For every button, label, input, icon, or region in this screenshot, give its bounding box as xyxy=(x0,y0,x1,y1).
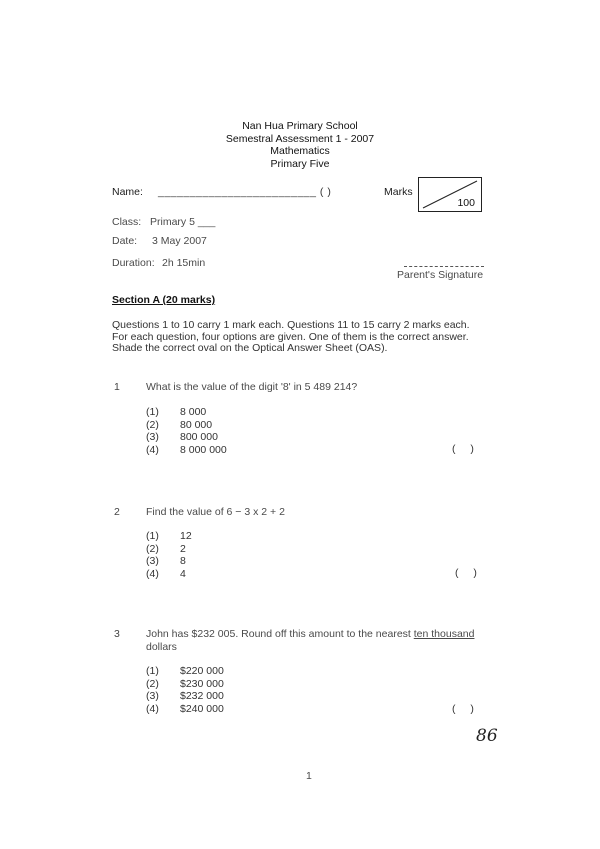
class-value: Primary 5 ___ xyxy=(150,216,216,228)
options-list xyxy=(146,530,192,580)
question-text: Find the value of 6 − 3 x 2 + 2 xyxy=(146,506,285,518)
marks-label: Marks xyxy=(384,186,413,198)
options-list xyxy=(146,406,227,456)
option-item: (3) $232 000 xyxy=(146,690,224,702)
name-blank: _________________________ ( ) xyxy=(158,186,332,198)
options-list xyxy=(146,665,224,715)
instruction-line: Shade the correct oval on the Optical Answer Sheet (OAS). xyxy=(112,342,388,354)
question-text: John has $232 005. Round off this amount to the nearest ten thousand xyxy=(146,628,475,640)
option-item: (3) 800 000 xyxy=(146,431,218,443)
answer-bracket: ( ) xyxy=(452,443,480,455)
option-item: (1) 12 xyxy=(146,530,192,542)
question-text-continued: dollars xyxy=(146,641,177,653)
duration-label: Duration: xyxy=(112,257,155,269)
option-item: (4) 8 000 000 xyxy=(146,443,227,456)
level-title: Primary Five xyxy=(270,157,330,170)
option-item: (2) 80 000 xyxy=(146,418,213,431)
subject-title: Mathematics xyxy=(270,145,330,157)
instructions xyxy=(112,320,470,355)
option-item: (2) 2 xyxy=(146,542,186,555)
school-name: Nan Hua Primary School xyxy=(242,120,358,132)
section-title: Section A (20 marks) xyxy=(112,294,216,306)
option-item: (4) $240 000 xyxy=(146,702,224,715)
document-header xyxy=(0,120,600,170)
instruction-line: Questions 1 to 10 carry 1 mark each. Questions 11 to 15 carry 2 marks each. xyxy=(112,319,470,331)
question-text: What is the value of the digit '8' in 5 489 214? xyxy=(146,381,358,393)
option-item: (1) 8 000 xyxy=(146,406,207,418)
date-label: Date: xyxy=(112,235,138,247)
duration-value: 2h 15min xyxy=(162,257,206,269)
name-label: Name: xyxy=(112,186,143,198)
answer-bracket: ( ) xyxy=(455,567,483,579)
question-number: 3 xyxy=(114,628,120,640)
option-item: (2) $230 000 xyxy=(146,677,224,690)
option-item: (4) 4 xyxy=(146,567,186,580)
marks-total: 100 xyxy=(457,197,475,209)
handwritten-mark: 86 xyxy=(476,726,498,746)
instruction-line: For each question, four options are given. One of them is the correct answer. xyxy=(112,330,469,343)
option-item: (3) 8 xyxy=(146,555,186,567)
parent-signature-label: Parent's Signature xyxy=(397,269,484,281)
underlined-phrase: ten thousand xyxy=(413,628,475,640)
option-item: (1) $220 000 xyxy=(146,665,224,677)
assessment-title: Semestral Assessment 1 - 2007 xyxy=(225,132,375,145)
date-value: 3 May 2007 xyxy=(152,235,207,247)
answer-bracket: ( ) xyxy=(452,703,480,715)
page-number: 1 xyxy=(306,770,312,782)
class-label: Class: xyxy=(112,216,142,228)
question-number: 2 xyxy=(114,506,120,518)
signature-line xyxy=(404,266,484,267)
marks-box xyxy=(418,177,482,212)
question-number: 1 xyxy=(114,381,120,393)
